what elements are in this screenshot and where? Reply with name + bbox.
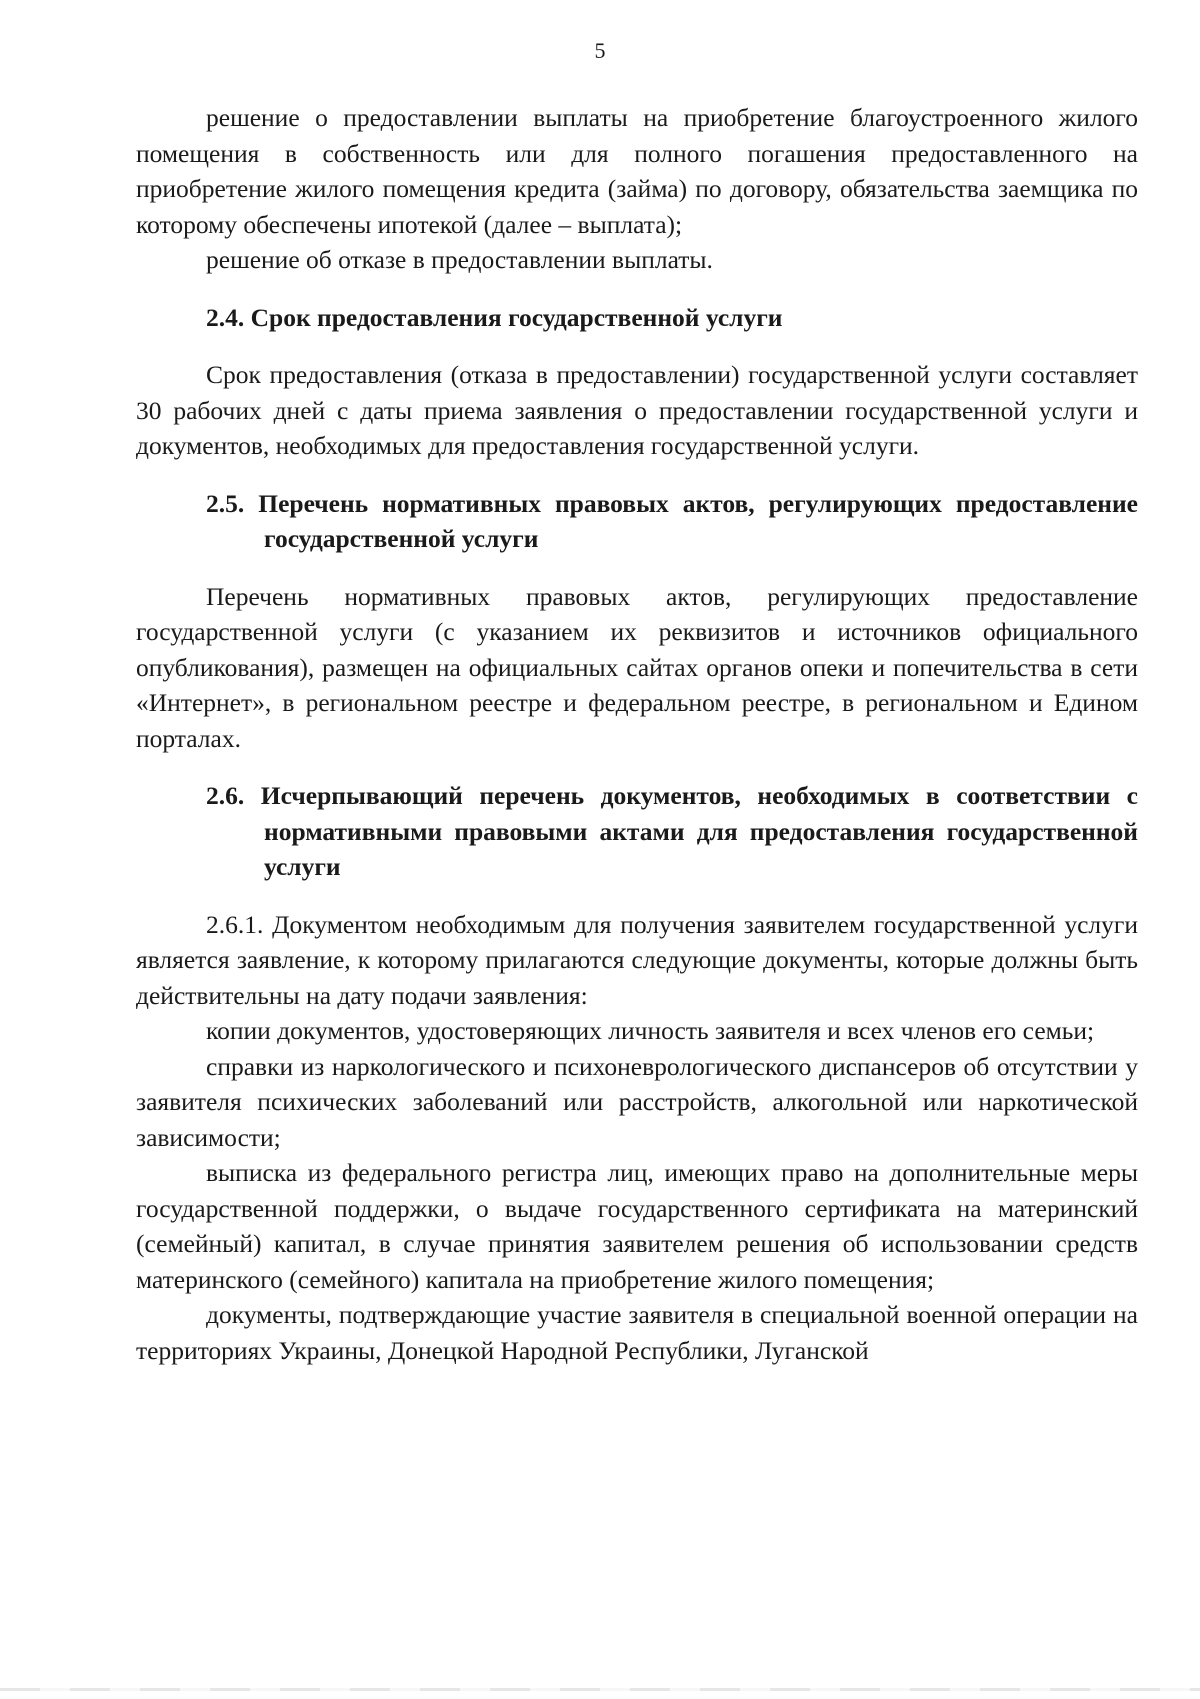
paragraph-identity-copies: копии документов, удостоверяющих личность заявителя и всех членов его семьи; <box>206 1016 1095 1045</box>
page-number: 5 <box>594 38 606 63</box>
paragraph-medical-certificates: справки из наркологического и психоневрологического диспансеров об отсутствии у заявителя психических заболеваний или расстройств, алкогольной или наркотической зависимости; <box>136 1051 1138 1152</box>
paragraph-refusal-decision: решение об отказе в предоставлении выплаты. <box>206 245 713 274</box>
paragraph-service-term: Срок предоставления (отказа в предоставлении) государственной услуги составляет 30 рабочих дней с даты приема заявления о предоставлении государственной услуги и документов, необходимых для предоставления государственной услуги. <box>136 360 1138 460</box>
paragraph-legal-acts: Перечень нормативных правовых актов, регулирующих предоставление государственной услуги (с указанием их реквизитов и источников официального опубликования), размещен на официальных сайтах органов опеки и попечительства в сети «Интернет», в региональном реестре и федеральном реестре, в региональном и Едином порталах. <box>136 581 1138 753</box>
document-body <box>136 100 1138 1368</box>
section-heading-2-5: 2.5. Перечень нормативных правовых актов, регулирующих предоставление государственной услуги <box>206 488 1138 553</box>
paragraph-military-operation-documents: документы, подтверждающие участие заявителя в специальной военной операции на территориях Украины, Донецкой Народной Республики, Луганской <box>136 1300 1138 1365</box>
section-heading-2-4: 2.4. Срок предоставления государственной услуги <box>206 302 783 332</box>
scan-edge-artifact <box>0 1688 1200 1691</box>
paragraph-federal-register-extract: выписка из федерального регистра лиц, имеющих право на дополнительные меры государственной поддержки, о выдаче государственного сертификата на материнский (семейный) капитал, в случае принятия заявителем решения об использовании средств материнского (семейного) капитала на приобретение жилого помещения; <box>136 1158 1138 1294</box>
section-heading-2-6: 2.6. Исчерпывающий перечень документов, необходимых в соответствии с нормативными правовыми актами для предоставления государственной услуги <box>206 781 1138 881</box>
paragraph-2-6-1: 2.6.1. Документом необходимым для получения заявителем государственной услуги является заявление, к которому прилагаются следующие документы, которые должны быть действительны на дату подачи заявления: <box>136 909 1138 1010</box>
paragraph-payment-decision: решение о предоставлении выплаты на приобретение благоустроенного жилого помещения в собственность или для полного погашения предоставленного на приобретение жилого помещения кредита (займа) по договору, обязательства заемщика по которому обеспечены ипотекой (далее – выплата); <box>136 103 1138 239</box>
